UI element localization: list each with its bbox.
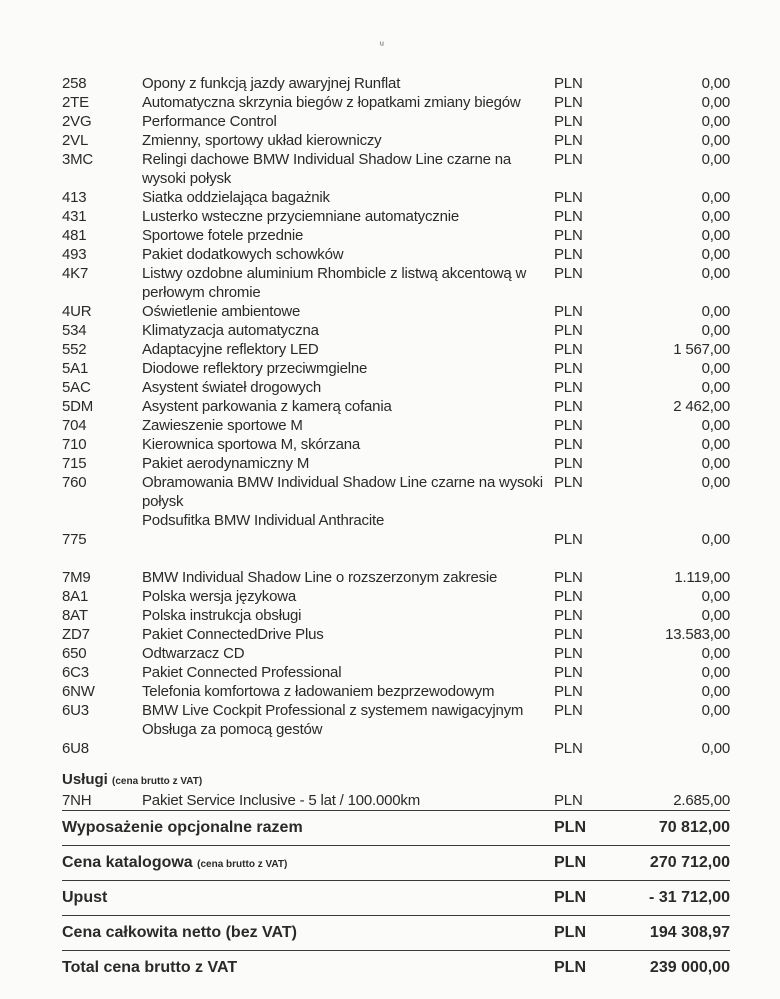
option-amount: 0,00 (701, 322, 730, 339)
option-currency: PLN (554, 474, 583, 491)
option-currency: PLN (554, 75, 583, 92)
option-currency: PLN (554, 569, 583, 586)
total-row (62, 846, 730, 881)
total-label: Cena katalogowa (62, 854, 193, 871)
option-code: 760 (62, 474, 87, 491)
option-description: Pakiet Connected Professional (142, 664, 342, 681)
total-row (62, 881, 730, 916)
option-amount: 0,00 (701, 75, 730, 92)
option-row (62, 245, 730, 264)
option-description: Kierownica sportowa M, skórzana (142, 436, 361, 453)
option-row (62, 701, 730, 720)
option-currency: PLN (554, 379, 583, 396)
option-code: ZD7 (62, 626, 90, 643)
total-amount: 239 000,00 (649, 959, 730, 976)
total-amount: 194 308,97 (649, 924, 730, 941)
total-row (62, 951, 730, 985)
price-sheet (62, 74, 730, 985)
total-label-group (62, 889, 554, 907)
option-row (62, 397, 730, 416)
total-label: Total cena brutto z VAT (62, 959, 238, 976)
option-description: Asystent świateł drogowych (142, 379, 322, 396)
option-row (62, 435, 730, 454)
option-code: 710 (62, 436, 87, 453)
total-label: Wyposażenie opcjonalne razem (62, 819, 303, 836)
option-description: Oświetlenie ambientowe (142, 303, 301, 320)
option-currency: PLN (554, 265, 583, 282)
option-amount: 0,00 (701, 474, 730, 491)
option-amount: 0,00 (701, 208, 730, 225)
option-currency: PLN (554, 246, 583, 263)
option-currency: PLN (554, 531, 583, 548)
services-note: (cena brutto z VAT) (112, 776, 203, 787)
option-amount: 1 567,00 (673, 341, 730, 358)
option-amount: 0,00 (701, 379, 730, 396)
option-code: 8AT (62, 607, 88, 624)
option-description: BMW Live Cockpit Professional z systemem nawigacyjnym (142, 702, 524, 719)
option-description: Podsufitka BMW Individual Anthracite (142, 512, 385, 529)
option-code: 2VG (62, 113, 92, 130)
option-row (62, 188, 730, 207)
option-code: 2TE (62, 94, 89, 111)
total-label-group (62, 819, 554, 837)
option-code: 4K7 (62, 265, 89, 282)
option-amount: 2 462,00 (673, 398, 730, 415)
option-row (62, 720, 730, 758)
option-amount: 0,00 (701, 151, 730, 168)
option-row (62, 131, 730, 150)
total-label-group (62, 854, 554, 872)
option-currency: PLN (554, 664, 583, 681)
option-code: 7M9 (62, 569, 91, 586)
total-row (62, 811, 730, 846)
option-row (62, 340, 730, 359)
total-amount: 270 712,00 (649, 854, 730, 871)
option-row (62, 226, 730, 245)
services-heading (62, 770, 730, 791)
option-amount: 0,00 (701, 417, 730, 434)
option-row (62, 625, 730, 644)
option-currency: PLN (554, 398, 583, 415)
option-amount: 0,00 (701, 360, 730, 377)
option-amount: 0,00 (701, 265, 730, 282)
total-label: Upust (62, 889, 108, 906)
option-amount: 0,00 (701, 740, 730, 757)
total-label-group (62, 924, 554, 942)
option-description: Telefonia komfortowa z ładowaniem bezprzewodowym (142, 683, 495, 700)
option-row (62, 74, 730, 93)
option-currency: PLN (554, 740, 583, 757)
option-currency: PLN (554, 113, 583, 130)
option-code: 6U8 (62, 740, 89, 757)
option-code: 552 (62, 341, 87, 358)
option-amount: 0,00 (701, 588, 730, 605)
option-code: 6C3 (62, 664, 89, 681)
option-code: 4UR (62, 303, 92, 320)
option-amount: 13.583,00 (665, 626, 730, 643)
total-row (62, 916, 730, 951)
option-description: Pakiet dodatkowych schowków (142, 246, 344, 263)
option-code: 6U3 (62, 702, 89, 719)
option-amount: 0,00 (701, 645, 730, 662)
option-description: Relingi dachowe BMW Individual Shadow Line czarne na wysoki połysk (142, 151, 511, 187)
option-amount: 0,00 (701, 189, 730, 206)
option-description: Sportowe fotele przednie (142, 227, 304, 244)
option-currency: PLN (554, 94, 583, 111)
option-code: 481 (62, 227, 87, 244)
option-code: 5AC (62, 379, 91, 396)
page-mark: ᵘ (380, 40, 384, 51)
option-row (62, 150, 730, 188)
service-currency: PLN (554, 792, 583, 809)
option-amount: 0,00 (701, 227, 730, 244)
option-description: Siatka oddzielająca bagażnik (142, 189, 330, 206)
option-currency: PLN (554, 189, 583, 206)
option-description: Performance Control (142, 113, 277, 130)
option-row (62, 416, 730, 435)
option-description: Pakiet ConnectedDrive Plus (142, 626, 324, 643)
service-row (62, 791, 730, 811)
option-row (62, 359, 730, 378)
option-row (62, 264, 730, 302)
option-row (62, 302, 730, 321)
option-row (62, 473, 730, 511)
option-row (62, 378, 730, 397)
option-amount: 0,00 (701, 531, 730, 548)
option-amount: 0,00 (701, 436, 730, 453)
option-code: 431 (62, 208, 87, 225)
option-code: 493 (62, 246, 87, 263)
option-code: 650 (62, 645, 87, 662)
total-amount: 70 812,00 (658, 819, 730, 836)
option-currency: PLN (554, 341, 583, 358)
option-currency: PLN (554, 455, 583, 472)
option-description: Klimatyzacja automatyczna (142, 322, 319, 339)
option-description: Opony z funkcją jazdy awaryjnej Runflat (142, 75, 401, 92)
option-currency: PLN (554, 645, 583, 662)
option-row (62, 207, 730, 226)
option-amount: 0,00 (701, 94, 730, 111)
totals-list (62, 811, 730, 985)
option-description: BMW Individual Shadow Line o rozszerzonym zakresie (142, 569, 498, 586)
option-description: Odtwarzacz CD (142, 645, 245, 662)
option-currency: PLN (554, 227, 583, 244)
option-description: Asystent parkowania z kamerą cofania (142, 398, 392, 415)
option-row (62, 644, 730, 663)
total-currency: PLN (554, 959, 586, 976)
option-code: 704 (62, 417, 87, 434)
option-description: Diodowe reflektory przeciwmgielne (142, 360, 368, 377)
option-code: 775 (62, 531, 87, 548)
service-code: 7NH (62, 792, 92, 809)
total-amount: - 31 712,00 (649, 889, 730, 906)
service-description: Pakiet Service Inclusive - 5 lat / 100.000km (142, 792, 421, 809)
option-currency: PLN (554, 588, 583, 605)
option-description: Polska instrukcja obsługi (142, 607, 302, 624)
option-description: Obramowania BMW Individual Shadow Line czarne na wysoki połysk (142, 474, 543, 510)
option-code: 3MC (62, 151, 94, 168)
option-currency: PLN (554, 683, 583, 700)
option-row (62, 587, 730, 606)
option-currency: PLN (554, 132, 583, 149)
option-amount: 1.119,00 (674, 569, 730, 586)
option-row (62, 606, 730, 625)
option-code: 715 (62, 455, 87, 472)
option-row (62, 93, 730, 112)
total-currency: PLN (554, 819, 586, 836)
option-row (62, 663, 730, 682)
option-description: Lusterko wsteczne przyciemniane automatycznie (142, 208, 459, 225)
option-code: 8A1 (62, 588, 89, 605)
option-currency: PLN (554, 322, 583, 339)
option-description: Pakiet aerodynamiczny M (142, 455, 310, 472)
option-amount: 0,00 (701, 113, 730, 130)
option-description: Zawieszenie sportowe M (142, 417, 303, 434)
option-amount: 0,00 (701, 132, 730, 149)
option-amount: 0,00 (701, 664, 730, 681)
option-description: Listwy ozdobne aluminium Rhombicle z listwą akcentową w perłowym chromie (142, 265, 527, 301)
option-amount: 0,00 (701, 702, 730, 719)
option-code: 258 (62, 75, 87, 92)
option-description: Obsługa za pomocą gestów (142, 721, 323, 738)
option-row (62, 321, 730, 340)
total-label: Cena całkowita netto (bez VAT) (62, 924, 297, 941)
option-code: 2VL (62, 132, 89, 149)
options-list (62, 74, 730, 758)
option-code: 534 (62, 322, 87, 339)
option-currency: PLN (554, 626, 583, 643)
services-title: Usługi (62, 771, 108, 788)
option-amount: 0,00 (701, 683, 730, 700)
option-currency: PLN (554, 417, 583, 434)
option-currency: PLN (554, 151, 583, 168)
option-row (62, 511, 730, 549)
option-description: Polska wersja językowa (142, 588, 296, 605)
option-description: Adaptacyjne reflektory LED (142, 341, 319, 358)
option-code: 413 (62, 189, 87, 206)
option-amount: 0,00 (701, 455, 730, 472)
option-description: Automatyczna skrzynia biegów z łopatkami zmiany biegów (142, 94, 521, 111)
total-currency: PLN (554, 854, 586, 871)
service-amount: 2.685,00 (673, 792, 730, 809)
option-amount: 0,00 (701, 303, 730, 320)
option-code: 5A1 (62, 360, 89, 377)
option-row (62, 112, 730, 131)
total-currency: PLN (554, 889, 586, 906)
total-currency: PLN (554, 924, 586, 941)
option-currency: PLN (554, 208, 583, 225)
option-row (62, 568, 730, 587)
option-currency: PLN (554, 702, 583, 719)
services-list (62, 791, 730, 811)
option-amount: 0,00 (701, 607, 730, 624)
total-note: (cena brutto z VAT) (197, 859, 288, 870)
option-row (62, 682, 730, 701)
option-currency: PLN (554, 436, 583, 453)
option-description: Zmienny, sportowy układ kierowniczy (142, 132, 382, 149)
option-currency: PLN (554, 360, 583, 377)
option-currency: PLN (554, 303, 583, 320)
option-row (62, 454, 730, 473)
option-code: 6NW (62, 683, 95, 700)
option-amount: 0,00 (701, 246, 730, 263)
option-currency: PLN (554, 607, 583, 624)
option-code: 5DM (62, 398, 94, 415)
total-label-group (62, 959, 554, 977)
